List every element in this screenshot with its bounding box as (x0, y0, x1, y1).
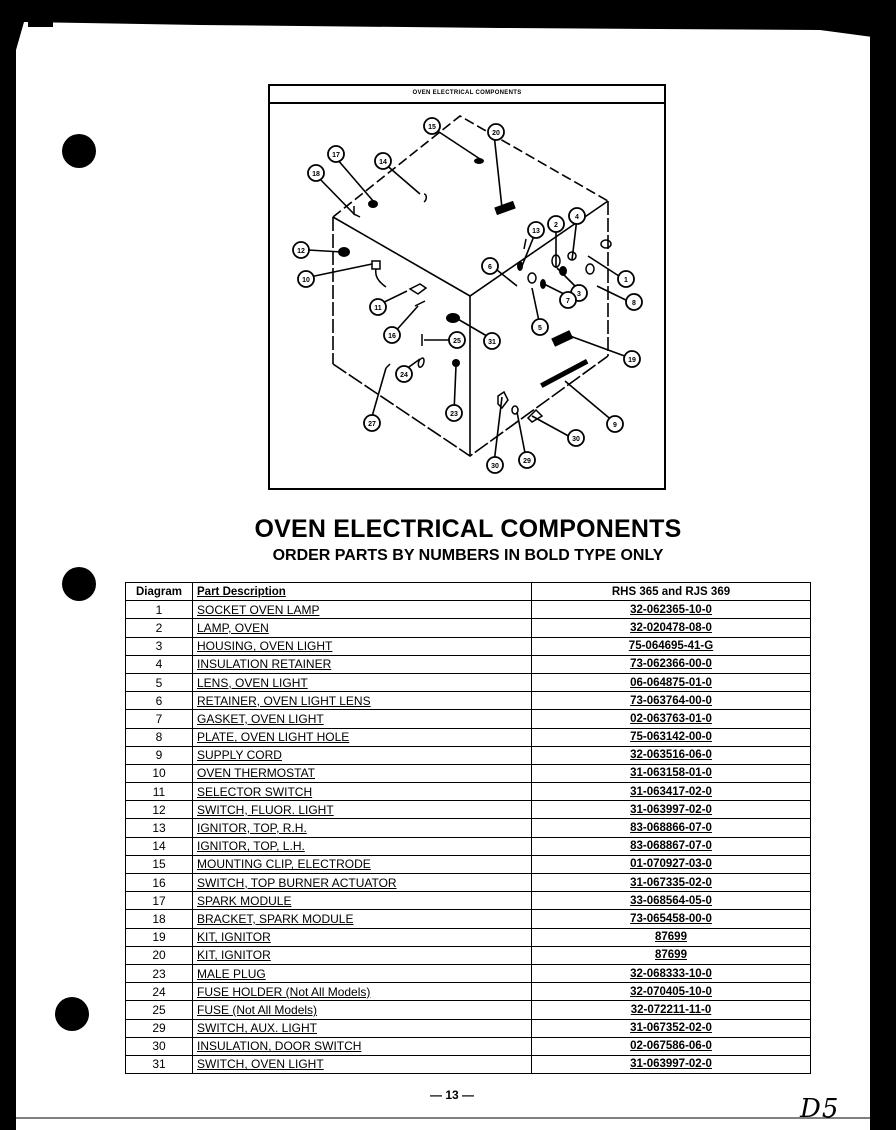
part-description-cell: IGNITOR, TOP, R.H. (193, 819, 532, 837)
table-row (126, 928, 811, 946)
figure-divider (270, 102, 664, 104)
table-row (126, 601, 811, 619)
part-description-cell: SWITCH, FLUOR. LIGHT (193, 801, 532, 819)
diagram-number-cell: 11 (126, 783, 193, 801)
table-row (126, 783, 811, 801)
diagram-number-cell: 30 (126, 1037, 193, 1055)
part-number-cell: 02-063763-01-0 (532, 710, 811, 728)
diagram-number-cell: 10 (126, 764, 193, 782)
svg-text:13: 13 (532, 228, 540, 235)
part-description-cell: OVEN THERMOSTAT (193, 764, 532, 782)
svg-text:31: 31 (488, 339, 496, 346)
svg-text:27: 27 (368, 421, 376, 428)
diagram-number-cell: 24 (126, 983, 193, 1001)
part-description-cell: KIT, IGNITOR (193, 946, 532, 964)
part-number-cell: 75-063142-00-0 (532, 728, 811, 746)
diagram-number-cell: 13 (126, 819, 193, 837)
part-description-cell: SOCKET OVEN LAMP (193, 601, 532, 619)
part-number-cell: 83-068867-07-0 (532, 837, 811, 855)
part-number-cell: 33-068564-05-0 (532, 892, 811, 910)
part-description-cell: SELECTOR SWITCH (193, 783, 532, 801)
column-header-part-number: RHS 365 and RJS 369 (532, 583, 811, 601)
part-number-cell: 87699 (532, 946, 811, 964)
exploded-diagram-figure (268, 84, 666, 490)
part-description-cell: SWITCH, TOP BURNER ACTUATOR (193, 874, 532, 892)
svg-text:18: 18 (312, 171, 320, 178)
table-row (126, 910, 811, 928)
diagram-number-cell: 7 (126, 710, 193, 728)
part-number-cell: 75-064695-41-G (532, 637, 811, 655)
table-row (126, 655, 811, 673)
part-number-cell: 73-065458-00-0 (532, 910, 811, 928)
part-description-cell: RETAINER, OVEN LIGHT LENS (193, 692, 532, 710)
part-number-cell: 32-063516-06-0 (532, 746, 811, 764)
svg-text:14: 14 (379, 159, 387, 166)
part-number-cell: 31-063997-02-0 (532, 1055, 811, 1073)
diagram-number-cell: 8 (126, 728, 193, 746)
part-number-cell: 02-067586-06-0 (532, 1037, 811, 1055)
figure-title: OVEN ELECTRICAL COMPONENTS (412, 90, 522, 96)
diagram-number-cell: 12 (126, 801, 193, 819)
table-row (126, 1037, 811, 1055)
part-number-cell: 32-020478-08-0 (532, 619, 811, 637)
part-description-cell: INSULATION, DOOR SWITCH (193, 1037, 532, 1055)
part-description-cell: KIT, IGNITOR (193, 928, 532, 946)
table-row (126, 964, 811, 982)
svg-text:23: 23 (450, 411, 458, 418)
part-number-cell: 31-063417-02-0 (532, 783, 811, 801)
page-number: — 13 — (430, 1088, 475, 1102)
part-number-cell: 31-063158-01-0 (532, 764, 811, 782)
diagram-number-cell: 29 (126, 1019, 193, 1037)
part-description-cell: GASKET, OVEN LIGHT (193, 710, 532, 728)
part-number-cell: 32-070405-10-0 (532, 983, 811, 1001)
svg-text:1: 1 (624, 277, 628, 284)
diagram-number-cell: 23 (126, 964, 193, 982)
svg-text:3: 3 (577, 291, 581, 298)
part-description-cell: PLATE, OVEN LIGHT HOLE (193, 728, 532, 746)
oven-cabinet-exploded-view (270, 106, 664, 488)
diagram-number-cell: 17 (126, 892, 193, 910)
part-description-cell: SWITCH, AUX. LIGHT (193, 1019, 532, 1037)
table-row (126, 1001, 811, 1019)
part-number-cell: 31-063997-02-0 (532, 801, 811, 819)
table-row (126, 819, 811, 837)
part-description-cell: SWITCH, OVEN LIGHT (193, 1055, 532, 1073)
table-header-row (126, 583, 811, 601)
diagram-number-cell: 15 (126, 855, 193, 873)
page-subtitle: ORDER PARTS BY NUMBERS IN BOLD TYPE ONLY (272, 547, 664, 564)
svg-text:29: 29 (523, 458, 531, 465)
table-row (126, 1019, 811, 1037)
part-description-cell: MOUNTING CLIP, ELECTRODE (193, 855, 532, 873)
part-description-cell: BRACKET, SPARK MODULE (193, 910, 532, 928)
diagram-number-cell: 5 (126, 673, 193, 691)
table-row (126, 892, 811, 910)
part-number-cell: 31-067352-02-0 (532, 1019, 811, 1037)
diagram-number-cell: 25 (126, 1001, 193, 1019)
part-description-cell: LAMP, OVEN (193, 619, 532, 637)
part-number-cell: 32-062365-10-0 (532, 601, 811, 619)
svg-text:16: 16 (388, 333, 396, 340)
diagram-number-cell: 2 (126, 619, 193, 637)
table-row (126, 746, 811, 764)
parts-table (125, 582, 811, 1074)
part-description-cell: IGNITOR, TOP, L.H. (193, 837, 532, 855)
binder-hole (62, 567, 96, 601)
parts-table-body (126, 601, 811, 1074)
part-number-cell: 87699 (532, 928, 811, 946)
table-row (126, 673, 811, 691)
svg-text:5: 5 (538, 325, 542, 332)
page-title: OVEN ELECTRICAL COMPONENTS (254, 515, 682, 543)
diagram-number-cell: 20 (126, 946, 193, 964)
table-row (126, 728, 811, 746)
part-number-cell: 32-072211-11-0 (532, 1001, 811, 1019)
part-description-cell: SPARK MODULE (193, 892, 532, 910)
part-description-cell: LENS, OVEN LIGHT (193, 673, 532, 691)
table-row (126, 692, 811, 710)
svg-text:15: 15 (428, 124, 436, 131)
svg-text:17: 17 (332, 152, 340, 159)
part-description-cell: HOUSING, OVEN LIGHT (193, 637, 532, 655)
svg-text:19: 19 (628, 357, 636, 364)
diagram-number-cell: 6 (126, 692, 193, 710)
svg-text:24: 24 (400, 372, 408, 379)
part-number-cell: 31-067335-02-0 (532, 874, 811, 892)
svg-text:8: 8 (632, 300, 636, 307)
table-row (126, 619, 811, 637)
column-header-description: Part Description (193, 583, 532, 601)
svg-text:9: 9 (613, 422, 617, 429)
table-row (126, 801, 811, 819)
table-row (126, 874, 811, 892)
svg-text:12: 12 (297, 248, 305, 255)
table-row (126, 1055, 811, 1073)
svg-text:11: 11 (374, 305, 382, 312)
part-description-cell: MALE PLUG (193, 964, 532, 982)
handwritten-note: D5 (800, 1094, 840, 1124)
svg-text:6: 6 (488, 264, 492, 271)
part-number-cell: 83-068866-07-0 (532, 819, 811, 837)
table-row (126, 946, 811, 964)
part-number-cell: 73-063764-00-0 (532, 692, 811, 710)
svg-text:30: 30 (491, 463, 499, 470)
svg-text:10: 10 (302, 277, 310, 284)
table-row (126, 855, 811, 873)
binder-hole (62, 134, 96, 168)
svg-text:4: 4 (575, 214, 579, 221)
binder-hole (55, 997, 89, 1031)
part-number-cell: 32-068333-10-0 (532, 964, 811, 982)
table-row (126, 637, 811, 655)
diagram-number-cell: 14 (126, 837, 193, 855)
part-description-cell: FUSE HOLDER (Not All Models) (193, 983, 532, 1001)
svg-text:2: 2 (554, 222, 558, 229)
part-description-cell: SUPPLY CORD (193, 746, 532, 764)
diagram-number-cell: 16 (126, 874, 193, 892)
diagram-number-cell: 4 (126, 655, 193, 673)
part-description-cell: INSULATION RETAINER (193, 655, 532, 673)
table-row (126, 764, 811, 782)
part-number-cell: 73-062366-00-0 (532, 655, 811, 673)
table-row (126, 983, 811, 1001)
table-row (126, 837, 811, 855)
diagram-number-cell: 18 (126, 910, 193, 928)
svg-text:30: 30 (572, 436, 580, 443)
part-number-cell: 06-064875-01-0 (532, 673, 811, 691)
table-row (126, 710, 811, 728)
part-number-cell: 01-070927-03-0 (532, 855, 811, 873)
svg-text:20: 20 (492, 130, 500, 137)
diagram-number-cell: 19 (126, 928, 193, 946)
diagram-number-cell: 31 (126, 1055, 193, 1073)
diagram-number-cell: 1 (126, 601, 193, 619)
diagram-number-cell: 9 (126, 746, 193, 764)
svg-text:7: 7 (566, 298, 570, 305)
part-description-cell: FUSE (Not All Models) (193, 1001, 532, 1019)
column-header-diagram: Diagram (126, 583, 193, 601)
svg-text:25: 25 (453, 338, 461, 345)
diagram-number-cell: 3 (126, 637, 193, 655)
